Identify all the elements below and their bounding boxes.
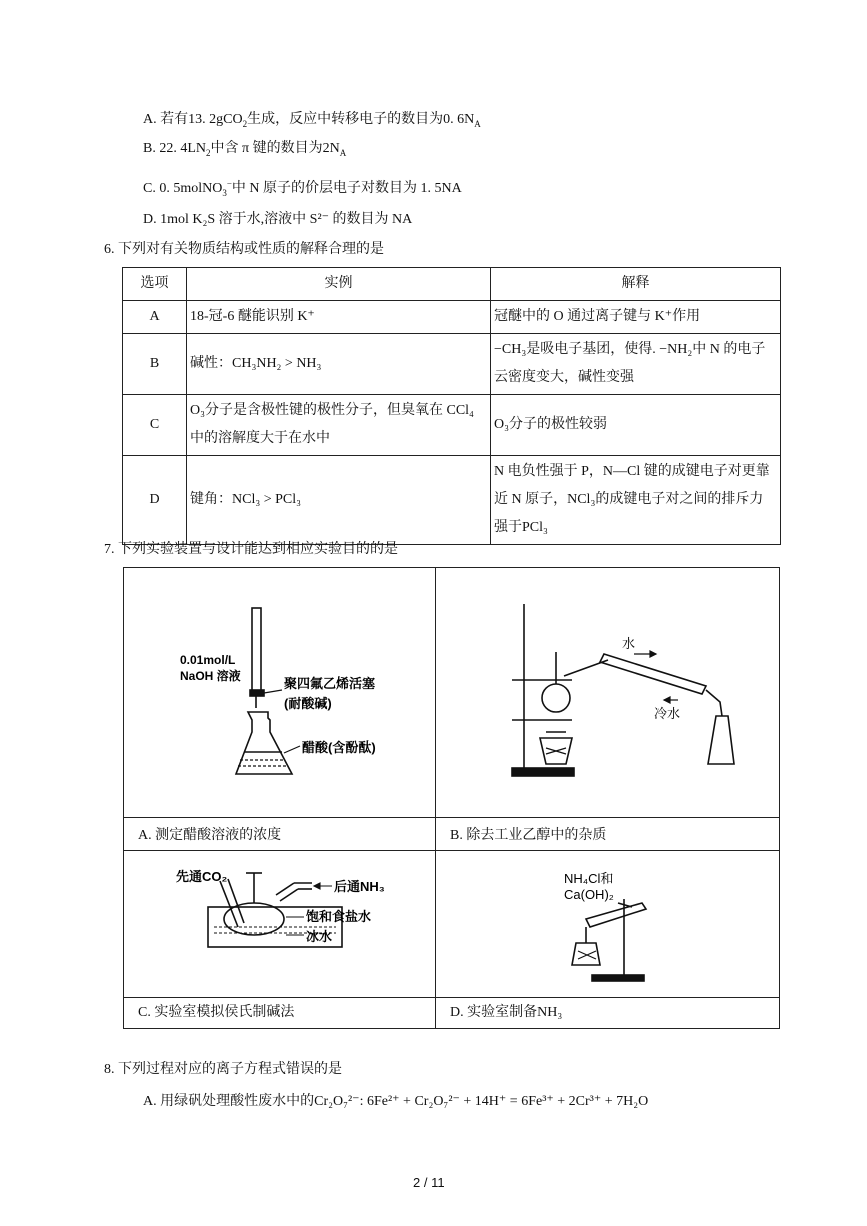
fig-d-label-caoh2: Ca(OH)₂ xyxy=(564,887,614,902)
q6-table xyxy=(122,267,781,545)
table-cell-option: D xyxy=(123,456,187,545)
q5-option-b: B. 22. $4LN_2$中含 π 键的数目为$2N_A$ xyxy=(143,141,347,158)
q5-option-c: C. 0. 5molNO$_3$−中 N 原子的价层电子对数目为 1. 5NA xyxy=(143,178,462,198)
grid-divider xyxy=(124,817,779,818)
table-header-row xyxy=(123,268,781,301)
page-number: 2 / 11 xyxy=(413,1175,445,1190)
figure-b-distillation xyxy=(436,568,779,816)
table-cell-example: 键角：NCl₃ > PCl₃ xyxy=(187,456,491,545)
figure-a-titration xyxy=(124,568,434,816)
caption-c: C. 实验室模拟侯氏制碱法 xyxy=(138,1005,295,1020)
table-header: 实例 xyxy=(187,268,491,301)
fig-b-label-water: 水 xyxy=(622,636,636,651)
table-cell-option: C xyxy=(123,395,187,456)
fig-a-label-conc: 0.01mol/L xyxy=(180,653,236,667)
figure-c-hou-process xyxy=(124,851,434,997)
table-cell-option: A xyxy=(123,301,187,334)
table-header: 选项 xyxy=(123,268,187,301)
fig-c-label-icewater: 冰水 xyxy=(306,929,333,944)
table-cell-example: 18-冠-6 醚能识别 K⁺ xyxy=(187,301,491,334)
table-cell-explain: −CH₃是吸电子基团，使得. −NH₂中 N 的电子云密度变大，碱性变强 xyxy=(491,334,781,395)
fig-a-label-stopcock: 聚四氟乙烯活塞 xyxy=(284,676,376,691)
table-cell-option: B xyxy=(123,334,187,395)
fig-a-label-acidbase: (耐酸碱) xyxy=(284,696,332,711)
table-row xyxy=(123,395,781,456)
table-row xyxy=(123,334,781,395)
table-cell-explain: O₃分子的极性较弱 xyxy=(491,395,781,456)
grid-divider xyxy=(124,997,779,998)
fig-a-label-acetic: 醋酸(含酚酞) xyxy=(302,740,376,755)
table-cell-example: 碱性：CH₃NH₂ > NH₃ xyxy=(187,334,491,395)
table-cell-explain: N 电负性强于 P，N—Cl 键的成键电子对更靠近 N 原子，NCl₃的成键电子对之间的排斥力强于PCl₃ xyxy=(491,456,781,545)
q7-figure-grid xyxy=(123,567,780,1029)
table-header: 解释 xyxy=(491,268,781,301)
fig-c-label-brine: 饱和食盐水 xyxy=(306,909,372,924)
table-cell-example: O₃分子是含极性键的极性分子，但臭氧在 CCl₄中的溶解度大于在水中 xyxy=(187,395,491,456)
fig-c-label-co2: 先通CO₂ xyxy=(176,869,228,884)
fig-c-label-nh3: 后通NH₃ xyxy=(334,879,385,894)
table-cell-explain: 冠醚中的 O 通过离子键与 K⁺作用 xyxy=(491,301,781,334)
q8-option-a: A. 用绿矾处理酸性废水中的Cr₂O₇²⁻: 6Fe²⁺ + Cr₂O₇²⁻ + 14H⁺ = 6Fe³⁺ + 2Cr³⁺ + 7H₂O xyxy=(143,1094,649,1109)
table-row xyxy=(123,301,781,334)
table-row xyxy=(123,456,781,545)
q6-title: 6. 下列对有关物质结构或性质的解释合理的是 xyxy=(104,242,384,257)
q5-option-d: D. 1mol K₂S 溶于水,溶液中 S²⁻ 的数目为 NA xyxy=(143,212,413,227)
fig-d-label-nh4cl: NH₄Cl和 xyxy=(564,871,614,886)
fig-a-label-naoh: NaOH 溶液 xyxy=(180,669,241,683)
caption-b: B. 除去工业乙醇中的杂质 xyxy=(450,828,607,843)
q7-title: 7. 下列实验装置与设计能达到相应实验目的的是 xyxy=(104,542,398,557)
q5-option-a: A. 若有13. 2gCO$_2$生成，反应中转移电子的数目为0. $6N_A$ xyxy=(143,112,481,129)
caption-a: A. 测定醋酸溶液的浓度 xyxy=(138,828,282,843)
caption-d: D. 实验室制备NH₃ xyxy=(450,1005,563,1020)
q8-title: 8. 下列过程对应的离子方程式错误的是 xyxy=(104,1062,342,1077)
figure-d-nh3-prep xyxy=(436,851,779,997)
fig-b-label-coldwater: 冷水 xyxy=(654,706,681,721)
